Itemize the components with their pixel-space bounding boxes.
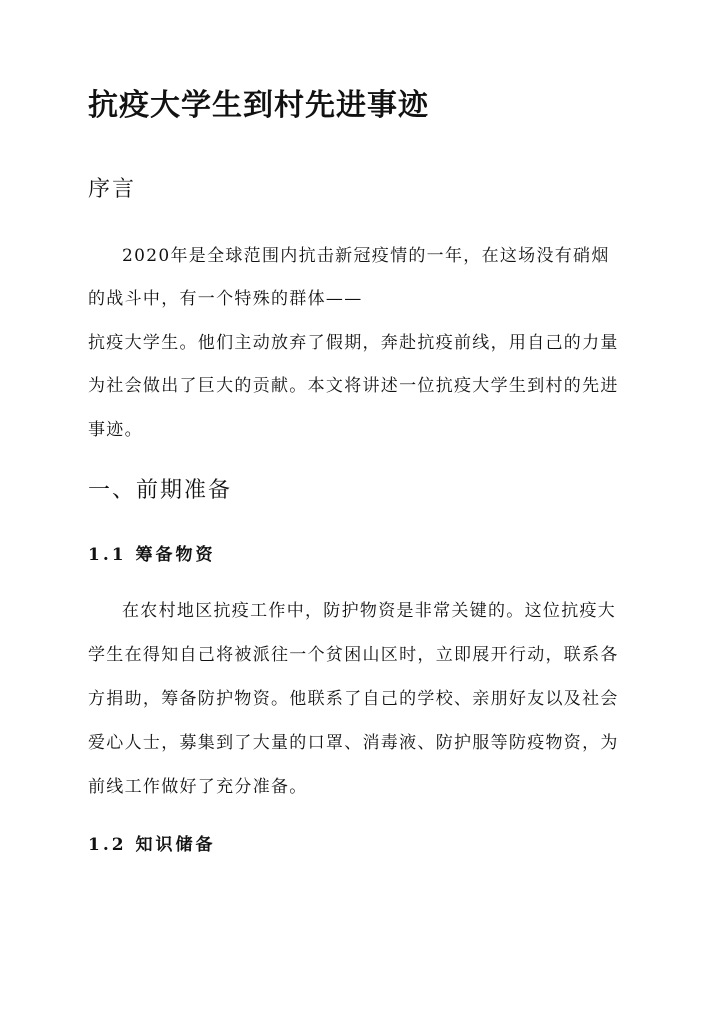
subsection-heading-knowledge: 1.2 知识储备: [88, 835, 216, 855]
supplies-line: 前线工作做好了充分准备。: [88, 777, 308, 797]
supplies-line: 方捐助，筹备防护物资。他联系了自己的学校、亲朋好友以及社会: [88, 689, 619, 709]
supplies-line: 学生在得知自己将被派往一个贫困山区时，立即展开行动，联系各: [88, 645, 619, 665]
supplies-line: 爱心人士，募集到了大量的口罩、消毒液、防护服等防疫物资，为: [88, 733, 619, 753]
supplies-line: 在农村地区抗疫工作中，防护物资是非常关键的。这位抗疫大: [122, 601, 617, 621]
subsection-heading-supplies: 1.1 筹备物资: [88, 545, 216, 565]
preface-heading: 序言: [88, 177, 137, 202]
preface-line: 为社会做出了巨大的贡献。本文将讲述一位抗疫大学生到村的先进: [88, 376, 619, 396]
preface-line: 的战斗中，有一个特殊的群体——: [88, 289, 363, 309]
preface-line: 事迹。: [88, 420, 143, 440]
preface-line: 2020年是全球范围内抗击新冠疫情的一年，在这场没有硝烟: [122, 246, 610, 266]
preface-line: 抗疫大学生。他们主动放弃了假期，奔赴抗疫前线，用自己的力量: [88, 333, 619, 353]
document-title: 抗疫大学生到村先进事迹: [88, 88, 429, 123]
section-heading-prep: 一、前期准备: [88, 478, 233, 503]
